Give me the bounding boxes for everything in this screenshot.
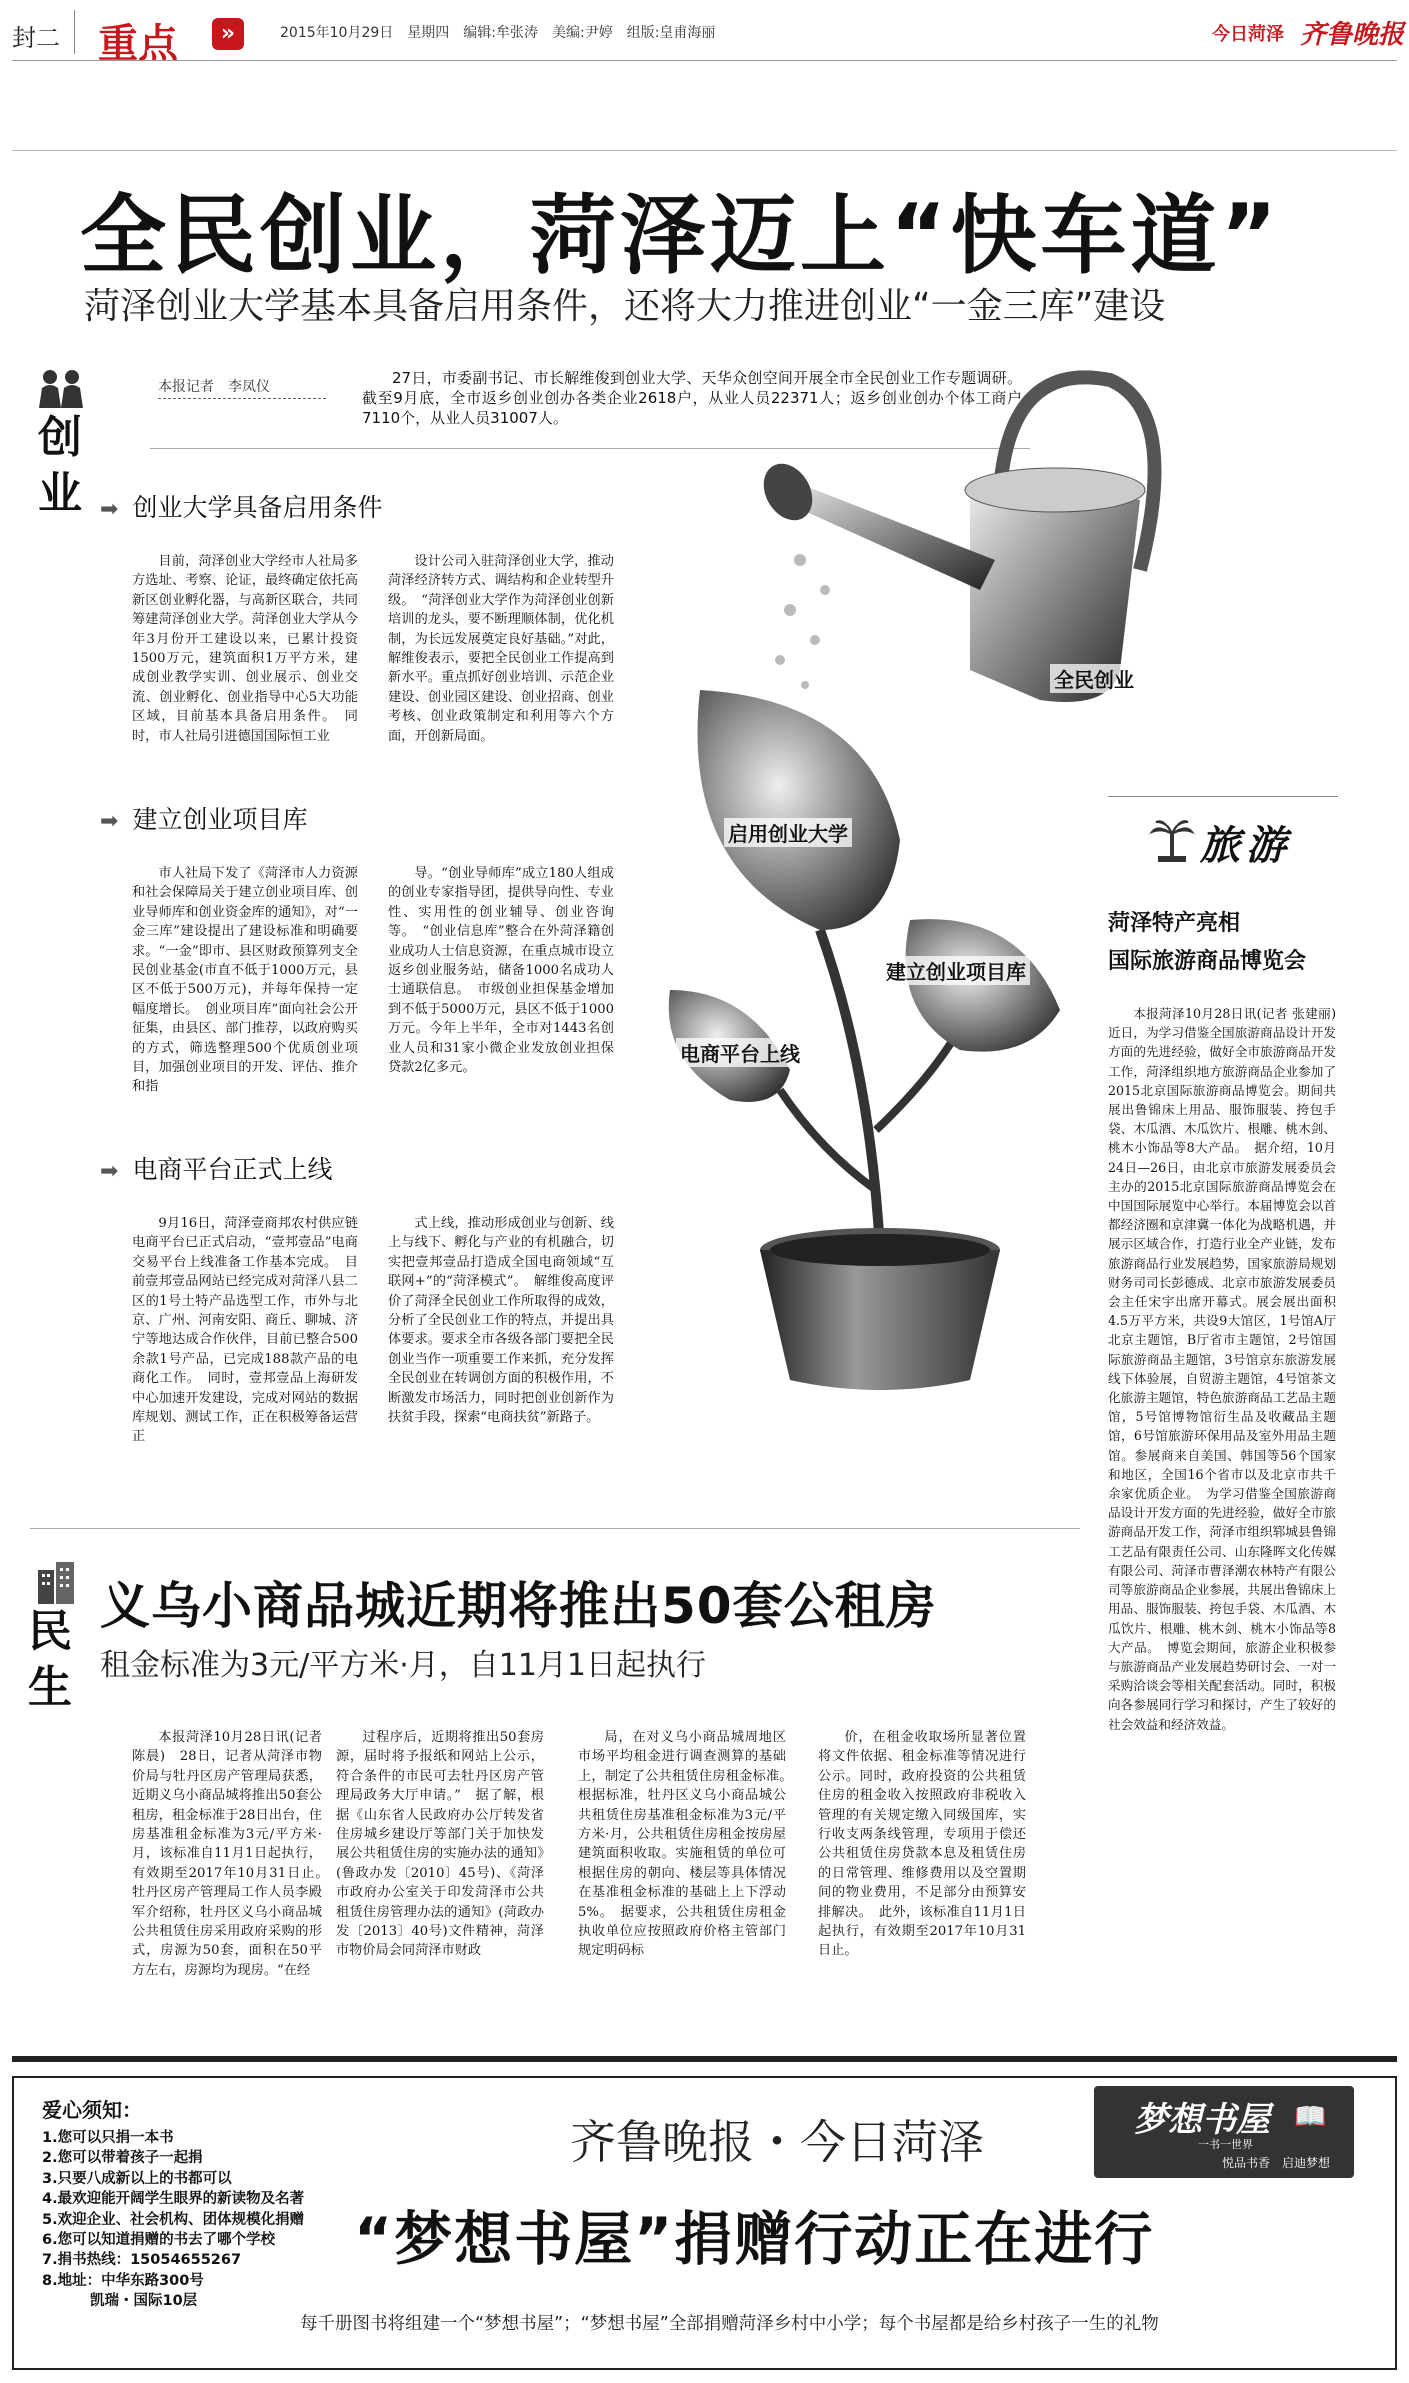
- label-dianshang: 电商平台上线: [676, 1038, 804, 1067]
- section-heading-2: ➡ 建立创业项目库: [100, 805, 308, 834]
- section1-col2: 设计公司入驻菏泽创业大学，推动菏泽经济转方式、调结构和企业转型升级。 “菏泽创业大学作为菏泽创业创新培训的龙头，要不断理顺体制，优化机制，为长远发展奠定良好基础。”对此，解维俊表示，要把全民创业工作提高到新水平。重点抓好创业培训、示范企业建设、创业园区建设、创业招商、创业考核、创业政策制定和利用等六个方面，开创新局面。: [388, 554, 614, 744]
- travel-headline-line1: 菏泽特产亮相: [1108, 911, 1241, 936]
- page-label: 封二: [12, 24, 60, 52]
- ad-big-title: “梦想书屋”捐赠行动正在进行: [354, 2205, 1155, 2273]
- people-icon: [36, 368, 86, 408]
- arrow-right-icon: ➡: [100, 1159, 119, 1184]
- palm-tree-icon: [1150, 818, 1194, 862]
- dream-logo: [1094, 2086, 1354, 2178]
- lead-intro: 27日，市委副书记、市长解维俊到创业大学、天华众创空间开展全市全民创业工作专题调研。截至9月底，全市返乡创业创办各类企业2618户，从业人员22371人；返乡创业创办个体工商户7110个，从业人员31007人。: [362, 369, 1022, 427]
- section2-col1: 市人社局下发了《菏泽市人力资源和社会保障局关于建立创业项目库、创业导师库和创业资金库的通知》，对“一金三库”建设提出了建设标准和明确要求。“一金”即市、县区财政预算列支全民创业基金(市直不低于1000万元，县区不低于500万元)，并每年保持一定幅度增长。 创业项目库”面向社会公开征集，由县区、部门推荐，以政府购买的方式，筛选整理500个优质创业项目，加强创业项目的开发、评估、推介和指: [132, 866, 358, 1095]
- section-title: 重点: [98, 21, 178, 67]
- notice-title: 爱心须知：: [42, 2098, 142, 2122]
- section3-col2: 式上线，推动形成创业与创新、线上与线下、孵化与产业的有机融合，切实把壹邦壹品打造成全国电商领域“互联网+”的“菏泽模式”。 解维俊高度评价了菏泽全民创业工作所取得的成效，分析了全民创业工作的特点，并提出具体要求。要求全市各级各部门要把全民创业当作一项重要工作来抓，充分发挥全民创业在转调创方面的积极作用，不断激发市场活力，同时把创业创新作为扶贫手段，探索“电商扶贫”新路子。: [388, 1216, 614, 1426]
- yiwu-col3: 局，在对义乌小商品城周地区市场平均租金进行调查测算的基础上，制定了公共租赁住房租金标准。 根据标准，牡丹区义乌小商品城公共租赁住房基准租金标准为3元/平方米·月，公共租赁住房租金按房屋建筑面积收取。实施租赁的单位可根据住房的朝向、楼层等具体情况在基准租金标准的基础上上下浮动5%。 据要求，公共租赁住房租金执收单位应按照政府价格主管部门规定明码标: [578, 1730, 800, 1959]
- building-icon: [34, 1560, 78, 1604]
- yiwu-headline: 义乌小商品城近期将推出50套公租房: [100, 1577, 937, 1635]
- section2-col2: 导。“创业导师库”成立180人组成的创业专家指导团，提供导向性、专业性、实用性的创业辅导、创业咨询等。 “创业信息库”整合在外菏泽籍创业成功人士信息资源，在重点城市设立返乡创业服务站，储备1000名成功人士通联信息。 市级创业担保基金增加到不低于5000万元，县区不低于1000万元。今年上半年，全市对1443名创业人员和31家小微企业发放创业担保贷款2亿多元。: [388, 866, 614, 1076]
- side-tag-sheng: 生: [28, 1662, 72, 1713]
- yiwu-col2: 过程序后，近期将推出50套房源，届时将予报纸和网站上公示，符合条件的市民可去牡丹区房产管理局政务大厅申请。” 据了解，根据《山东省人民政府办公厅转发省住房城乡建设厅等部门关于加快发展公共租赁住房的实施办法的通知》(鲁政办发〔2010〕45号)、《菏泽市政府办公室关于印发菏泽市公共租赁住房管理办法的通知》(菏政办发〔2013〕40号)文件精神，菏泽市物价局会同菏泽市财政: [336, 1730, 544, 1959]
- notice-item: 5.欢迎企业、社会机构、团体规模化捐赠: [42, 2211, 305, 2228]
- label-xiangmuku: 建立创业项目库: [882, 956, 1030, 985]
- byline: 本报记者 李凤仪: [158, 379, 270, 395]
- masthead: [0, 0, 1409, 67]
- ad-footer: 每千册图书将组建一个“梦想书屋”；“梦想书屋”全部捐赠菏泽乡村中小学；每个书屋都是给乡村孩子一生的礼物: [300, 2314, 1159, 2334]
- label-qiyong-daxue: 启用创业大学: [724, 818, 852, 847]
- notice-item: 7.捐书热线：15054655267: [42, 2252, 242, 2269]
- travel-headline-line2: 国际旅游商品博览会: [1108, 949, 1307, 974]
- notice-item: 8.地址：中华东路300号: [42, 2272, 204, 2289]
- section1-col1: 目前，菏泽创业大学经市人社局多方选址、考察、论证，最终确定依托高新区创业孵化器，与高新区联合，共同筹建菏泽创业大学。菏泽创业大学从今年3月份开工建设以来，已累计投资1500万元，建筑面积1万平方米，建成创业教学实训、创业展示、创业交流、创业孵化、创业指导中心5大功能区域，目前基本具备启用条件。 同时，市人社局引进德国国际恒工业: [132, 554, 358, 744]
- travel-body: 本报菏泽10月28日讯(记者 张建丽) 近日，为学习借鉴全国旅游商品设计开发方面的先进经验，做好全市旅游商品开发工作，菏泽组织地方旅游商品企业参加了2015北京国际旅游商品博览会。期间共展出鲁锦床上用品、服饰服装、挎包手袋、木瓜酒、木瓜饮片、根雕、桃木剑、桃木小饰品等8大产品。 据介绍，10月24日—26日，由北京市旅游发展委员会主办的2015北京国际旅游商品博览会在中国国际展览中心举行。本届博览会以首都经济圈和京津冀一体化为战略机遇，并展示区域合作，打造行业全产业链，发布旅游商品行业发展趋势，国家旅游局规划财务司司长彭德成、北京市旅游发展委员会主任宋宇出席开幕式。展会展出面积4.5万平方米，共设9大馆区，1号馆A厅北京主题馆，B厅省市主题馆，2号馆国际旅游商品主题馆，3号馆京东旅游发展线下体验展，自贸游主题馆，4号馆茶文化旅游主题馆，特色旅游商品工艺品主题馆，5号馆博物馆衍生品及收藏品主题馆，6号馆旅游环保用品及室外用品主题馆。参展商来自美国、韩国等56个国家和地区，全国16个省市以及北京市共千余家优质企业。 为学习借鉴全国旅游商品设计开发方面的先进经验，做好全市旅游商品开发工作，菏泽市组织郓城县鲁锦工艺品有限责任公司、山东隆晖文化传媒有限公司、菏泽市曹泽潮农林特产有限公司等旅游商品企业参展，共展出鲁锦床上用品、服饰服装、挎包手袋、木瓜酒、木瓜饮片、根雕、桃木剑、桃木小饰品等8大产品。 博览会期间，旅游企业积极参与旅游商品产业发展趋势研讨会、一对一采购洽谈会等相关配套活动。同时，积极向各参展同行学习和探讨，产生了较好的社会效益和经济效益。: [1108, 1006, 1349, 1732]
- section-arrow-icon: »: [212, 18, 244, 50]
- yiwu-subheadline: 租金标准为3元/平方米·月，自11月1日起执行: [100, 1648, 706, 1683]
- notice-item: 1.您可以只捐一本书: [42, 2130, 174, 2146]
- notice-item: 3.只要八成新以上的书都可以: [42, 2170, 232, 2187]
- notice-item: 凯瑞・国际10层: [90, 2293, 198, 2310]
- lead-top-rule: [12, 150, 1397, 151]
- yiwu-col4: 价，在租金收取场所显著位置将文件依据、租金标准等情况进行公示。同时，政府投资的公共租赁住房的租金收入按照政府非税收入管理的有关规定缴入同级国库，实行收支两条线管理，专项用于偿还公共租赁住房贷款本息及租赁住房的日常管理、维修费用以及空置期间的物业费用，不足部分由预算安排解决。 此外，该标准自11月1日起执行，有效期至2017年10月31日止。: [818, 1730, 1026, 1959]
- label-quanmin-chuangye: 全民创业: [1050, 664, 1138, 693]
- watering-can-plant-illustration: [640, 370, 1180, 1400]
- logo-text: 梦想书屋: [1134, 2100, 1270, 2140]
- notice-item: 6.您可以知道捐赠的书去了哪个学校: [42, 2232, 276, 2249]
- dream-bookhouse-ad: [12, 2076, 1397, 2370]
- dateline: 2015年10月29日 星期四 编辑:牟张涛 美编:尹婷 组版:皇甫海丽: [280, 25, 716, 41]
- section-heading-3: ➡ 电商平台正式上线: [100, 1155, 333, 1184]
- paper-logo: 齐鲁晚报: [1300, 20, 1405, 50]
- bottom-separator: [12, 2056, 1397, 2062]
- notice-item: 2.您可以带着孩子一起捐: [42, 2150, 203, 2167]
- notice-item: 4.最欢迎能开阔学生眼界的新读物及名著: [42, 2191, 305, 2208]
- yiwu-top-rule: [30, 1528, 1080, 1529]
- travel-side-tag: 旅游: [1200, 822, 1292, 869]
- lead-subheadline: 菏泽创业大学基本具备启用条件，还将大力推进创业“一金三库”建设: [84, 286, 1166, 327]
- logo-tagline: 悦品书香 启迪梦想: [1222, 2156, 1331, 2170]
- edition-name: 今日菏泽: [1212, 24, 1284, 45]
- lead-headline: 全民创业，菏泽迈上“快车道”: [80, 186, 1282, 286]
- travel-top-rule: [1108, 796, 1338, 797]
- header-divider: [74, 10, 75, 54]
- header-rule: [12, 60, 1397, 61]
- section3-col1: 9月16日，菏泽壹商邦农村供应链电商平台已正式启动，“壹邦壹品”电商交易平台上线准备工作基本完成。 目前壹邦壹品网站已经完成对菏泽八县二区的1号土特产品选型工作，市外与北京、广州、河南安阳、商丘、聊城、济宁等地达成合作伙伴，目前已整合500余款1号产品，已完成188款产品的电商化工作。 同时，壹邦壹品上海研发中心加速开发建设，完成对网站的数据库规划、测试工作，正在积极筹备运营正: [132, 1216, 358, 1445]
- logo-sub: 一书一世界: [1198, 2138, 1253, 2151]
- ad-brand: 齐鲁晚报・今日菏泽: [570, 2115, 984, 2169]
- book-icon: 📖: [1294, 2102, 1327, 2132]
- side-tag-chuang: 创: [38, 412, 82, 463]
- side-tag-min: 民: [28, 1606, 72, 1657]
- arrow-right-icon: ➡: [100, 497, 119, 522]
- byline-rule: [158, 398, 326, 399]
- notice-list: [42, 2128, 362, 2312]
- arrow-right-icon: ➡: [100, 809, 119, 834]
- side-tag-ye: 业: [38, 468, 82, 519]
- section-heading-1: ➡ 创业大学具备启用条件: [100, 493, 383, 522]
- yiwu-col1: 本报菏泽10月28日讯(记者 陈晨) 28日，记者从菏泽市物价局与牡丹区房产管理局获悉，近期义乌小商品城将推出50套公租房，租金标准于28日出台，住房基准租金标准为3元/平方米·月，该标准自11月1日起执行，有效期至2017年10月31日止。 牡丹区房产管理局工作人员李殿军介绍称，牡丹区义乌小商品城公共租赁住房采用政府采购的形式，房源为50套，面积在50平方左右，房源均为现房。“在经: [132, 1730, 336, 1978]
